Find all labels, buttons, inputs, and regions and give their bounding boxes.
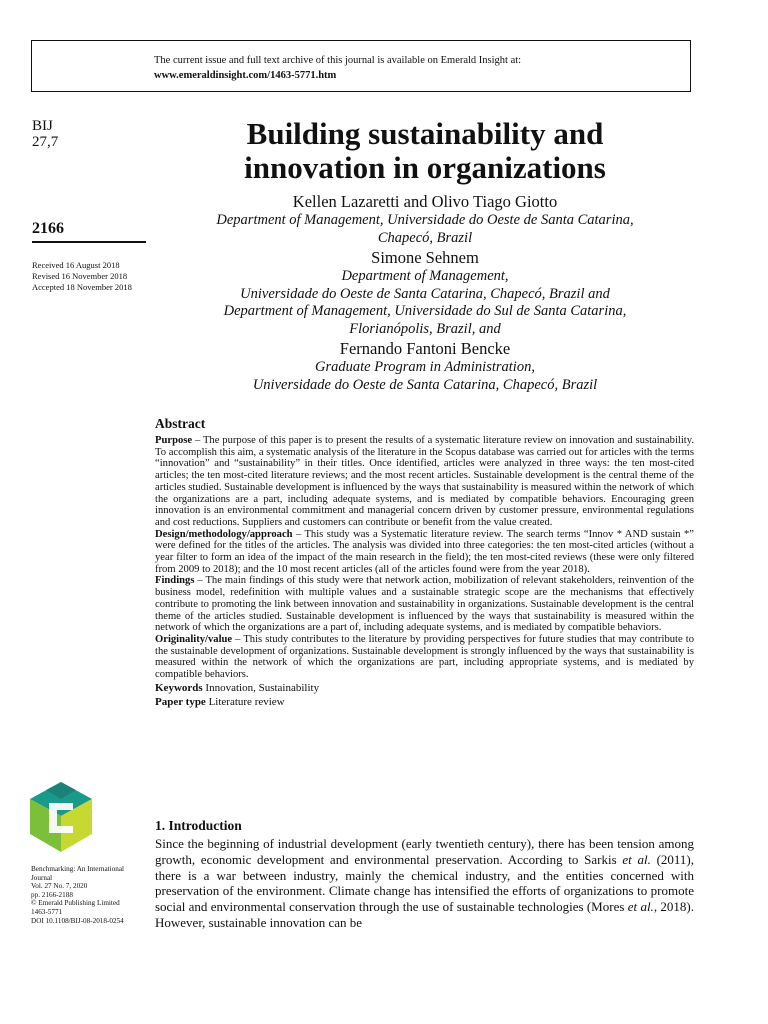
author-affiliation: Department of Management, Universidade do Oeste de Santa Catarina, [216, 212, 634, 228]
citation-line: Vol. 27 No. 7, 2020 [31, 882, 88, 891]
abstract-text: – The purpose of this paper is to present the results of a systematic literature review on innovation and sustainability. To accomplish this aim, a systematic analysis of the literature in the Scopus database was carried out for articles with the terms “innovation” and “sustainability” in their titles. Once identified, articles were analyzed in three ways: the ten most-cited articles; the ten most-cited literature reviews; and the most recent articles. Sustainable development is the central theme of the articles studied. Sustainable development is influenced by the ways that sustainability is measured within the network of which the organizations are a part, including adequate systems, and is mediated by compatible behaviors. Encouraging green innovation is an environmental commitment and managerial concern driven by customer pressure, environmental regulations and cost reductions. Suppliers and customers can contribute or benefit from the value created. [155, 435, 694, 528]
abstract-label: Purpose [155, 435, 193, 446]
article-dates [32, 260, 162, 293]
author-name: Fernando Fantoni Bencke [339, 339, 511, 358]
citation-line: pp. 2166-2188 [31, 890, 73, 899]
abstract-label: Findings [155, 575, 195, 587]
title-line-1: Building sustainability and [246, 116, 604, 151]
banner-text [154, 53, 521, 83]
banner-url-link[interactable]: www.emeraldinsight.com/1463-5771.htm [154, 70, 337, 81]
journal-banner [31, 40, 691, 92]
intro-text: Since the beginning of industrial development (early twentieth century), there has been tension among growth, economic development and environmental preservation. According to Sarkis [155, 836, 694, 867]
abstract-label: Originality/value [155, 633, 233, 645]
page-number: 2166 [32, 220, 64, 237]
left-margin [32, 118, 148, 292]
paper-type [155, 695, 694, 710]
author-affiliation: Department of Management, Universidade do Sul de Santa Catarina, [223, 303, 627, 319]
abstract-heading: Abstract [155, 416, 206, 431]
introduction-section [155, 818, 694, 931]
author-affiliation: Graduate Program in Administration, [315, 359, 535, 375]
abstract-section [155, 416, 694, 710]
abstract-purpose [155, 435, 694, 529]
author-affiliation: Chapecó, Brazil [377, 229, 473, 246]
author-block [155, 192, 695, 394]
abstract-text: – This study was a Systematic literature review. The search terms “Innov * AND sustain *” were defined for the titles of the articles. The analysis was divided into three categories: the ten most-cited articles (without a year filter to form an idea of the impact of the main research in the field); the ten most-cited reviews (these were only filtered from 2009 to 2018); and the 10 most recent articles (all of the articles found were from the year 2018). [155, 528, 694, 575]
keywords [155, 681, 694, 696]
intro-text: , 2018). However, sustainable innovation can be [155, 899, 694, 930]
received-date: Received 16 August 2018 [32, 260, 120, 270]
author-affiliation: Universidade do Oeste de Santa Catarina, Chapecó, Brazil [252, 376, 598, 393]
author-affiliation: Department of Management, [341, 268, 509, 284]
abstract-findings [155, 575, 694, 634]
keywords-value: Innovation, Sustainability [205, 681, 320, 694]
banner-availability-text: The current issue and full text archive of this journal is available on Emerald Insight at: [154, 55, 522, 66]
intro-et-al: et al. [622, 851, 651, 867]
left-divider [32, 241, 146, 243]
paper-type-value: Literature review [208, 695, 285, 708]
title-line-2: innovation in organizations [244, 150, 606, 185]
abstract-design [155, 529, 694, 576]
abstract-label: Design/methodology/approach [155, 528, 293, 540]
citation-line: DOI 10.1108/BIJ-08-2018-0254 [31, 916, 124, 925]
journal-volume: 27,7 [32, 134, 59, 150]
abstract-text: – The main findings of this study were that network action, mobilization of relevant stakeholders, reinvention of the business model, redefinition with multiple values and a sustainable strategic scope are the mechanisms that effectively contribute to promoting the link between innovation and sustainability in organizations. Sustainable development is the central theme of the articles studied. Sustainable development is influenced by the ways that sustainability is measured within the network of which the organizations are a part of, including adequate systems, and is mediated by compatible behaviors. [155, 575, 694, 634]
citation-line: Journal [31, 873, 53, 882]
author-name: Kellen Lazaretti and Olivo Tiago Giotto [292, 192, 558, 211]
paper-type-label: Paper type [155, 695, 206, 708]
introduction-paragraph [155, 836, 694, 931]
author-affiliation: Florianópolis, Brazil, and [349, 320, 501, 337]
author-affiliation: Universidade do Oeste de Santa Catarina, Chapecó, Brazil and [240, 285, 610, 302]
abstract-text: – This study contributes to the literature by providing perspectives for future studies that may contribute to the sustainable development of organizations. Sustainable development is strongly influenced by the ways that sustainability is measured within the network of which the organizations are part, including appropriate systems, and is mediated by compatible behaviors. [155, 633, 694, 681]
author-name: Simone Sehnem [371, 248, 479, 267]
journal-abbreviation: BIJ [32, 118, 53, 134]
journal-citation [31, 865, 149, 925]
intro-et-al: et al. [627, 899, 654, 915]
revised-date: Revised 16 November 2018 [32, 271, 128, 281]
introduction-heading: 1. Introduction [155, 818, 242, 833]
emerald-logo [30, 782, 92, 852]
citation-line: © Emerald Publishing Limited [31, 899, 120, 908]
citation-line: 1463-5771 [31, 907, 63, 916]
intro-text: (2011), there is a war between industry, mainly the chemical industry, and the entities concerned with preservation of the environment. Climate change has intensified the efforts of organizations to promote social and environmental conservation through the use of sustainable technologies (Mores [155, 851, 694, 915]
citation-line: Benchmarking: An International [31, 865, 125, 873]
abstract-originality [155, 634, 694, 681]
keywords-label: Keywords [155, 681, 203, 694]
accepted-date: Accepted 18 November 2018 [32, 282, 132, 292]
article-title [155, 117, 695, 185]
